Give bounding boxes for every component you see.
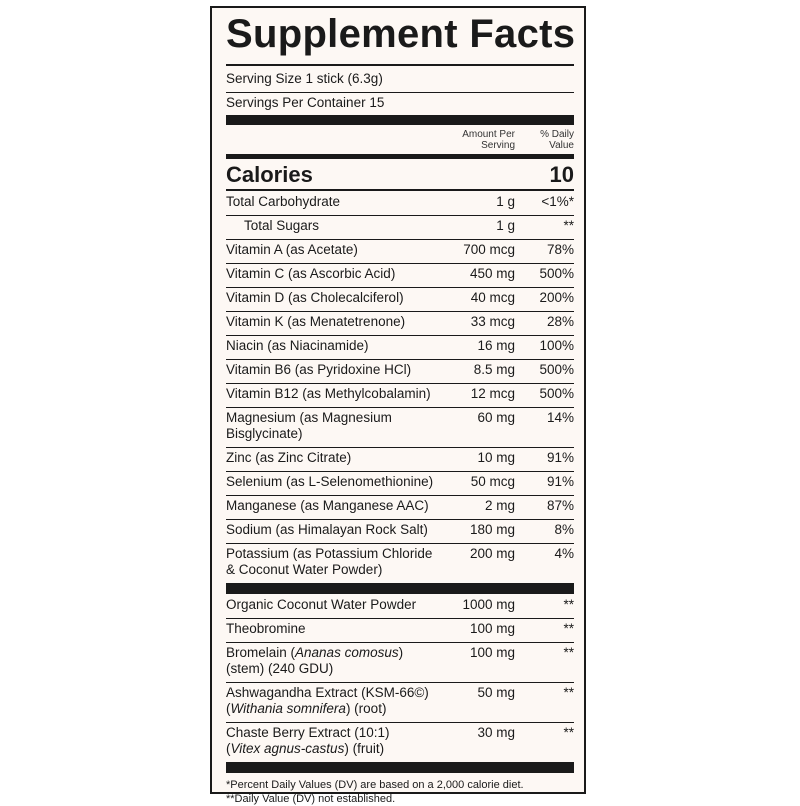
- row-amount: 60 mg: [477, 410, 515, 425]
- row-name: Vitamin C (as Ascorbic Acid): [226, 266, 396, 281]
- row-amount: 1 g: [496, 218, 515, 233]
- row-name: Sodium (as Himalayan Rock Salt): [226, 522, 428, 537]
- thick-divider: [226, 584, 574, 594]
- header-line: % Daily: [540, 129, 574, 140]
- row-amount: 50 mg: [477, 685, 515, 700]
- row-divider: [226, 495, 574, 496]
- row-daily-value: **: [563, 218, 574, 233]
- medium-divider: [226, 154, 574, 159]
- row-daily-value: 500%: [539, 362, 574, 377]
- row-name: Manganese (as Manganese AAC): [226, 498, 429, 513]
- row-daily-value: **: [563, 725, 574, 740]
- row-daily-value: **: [563, 597, 574, 612]
- row-amount: 33 mcg: [470, 314, 515, 329]
- row-amount: 700 mcg: [463, 242, 515, 257]
- row-name: Total Sugars: [244, 218, 320, 233]
- row-divider: [226, 618, 574, 619]
- row-divider: [226, 287, 574, 288]
- row-daily-value: <1%*: [541, 194, 574, 209]
- row-name: Vitamin A (as Acetate): [226, 242, 358, 257]
- row-divider: [226, 263, 574, 264]
- serving-size: Serving Size 1 stick (6.3g): [226, 71, 383, 86]
- row-amount: 100 mg: [469, 645, 515, 660]
- row-daily-value: 91%: [546, 474, 574, 489]
- row-divider: [226, 519, 574, 520]
- row-amount: 10 mg: [477, 450, 515, 465]
- row-name: Potassium (as Potassium Chloride: [226, 546, 433, 561]
- row-daily-value: 500%: [539, 386, 574, 401]
- row-daily-value: 78%: [546, 242, 574, 257]
- row-daily-value: 100%: [539, 338, 574, 353]
- row-divider: [226, 722, 574, 723]
- row-name: Vitamin D (as Cholecalciferol): [226, 290, 404, 305]
- header-line: Serving: [481, 140, 515, 151]
- row-divider: [226, 335, 574, 336]
- supplement-facts-panel: [210, 6, 586, 805]
- row-divider: [226, 543, 574, 544]
- row-divider: [226, 359, 574, 360]
- row-name: Vitamin B6 (as Pyridoxine HCl): [226, 362, 412, 377]
- row-divider: [226, 642, 574, 643]
- row-daily-value: 8%: [554, 522, 574, 537]
- row-amount: 50 mcg: [470, 474, 515, 489]
- row-amount: 1 g: [496, 194, 515, 209]
- row-daily-value: **: [563, 685, 574, 700]
- row-daily-value: 4%: [554, 546, 574, 561]
- row-name: Bromelain (Ananas comosus): [226, 645, 404, 660]
- row-amount: 40 mcg: [470, 290, 515, 305]
- row-name: Niacin (as Niacinamide): [226, 338, 369, 353]
- row-divider: [226, 447, 574, 448]
- amount-per-serving-header: [462, 129, 515, 151]
- row-divider: [226, 682, 574, 683]
- row-name: (Withania somnifera) (root): [226, 701, 387, 716]
- row-divider: [226, 471, 574, 472]
- row-divider: [226, 407, 574, 408]
- row-amount: 100 mg: [469, 621, 515, 636]
- row-daily-value: 14%: [546, 410, 574, 425]
- row-name: Vitamin B12 (as Methylcobalamin): [226, 386, 431, 401]
- row-amount: 12 mcg: [470, 386, 515, 401]
- row-name: Organic Coconut Water Powder: [226, 597, 417, 612]
- calories-value: 10: [549, 162, 574, 187]
- row-amount: 200 mg: [469, 546, 515, 561]
- row-name: (Vitex agnus-castus) (fruit): [226, 741, 385, 756]
- row-daily-value: **: [563, 645, 574, 660]
- row-divider: [226, 215, 574, 216]
- row-divider: [226, 311, 574, 312]
- row-daily-value: 200%: [539, 290, 574, 305]
- row-name: Vitamin K (as Menatetrenone): [226, 314, 406, 329]
- row-name: Theobromine: [226, 621, 306, 636]
- row-name: Magnesium (as Magnesium: [226, 410, 392, 425]
- row-amount: 450 mg: [469, 266, 515, 281]
- row-amount: 180 mg: [469, 522, 515, 537]
- row-amount: 8.5 mg: [473, 362, 515, 377]
- row-divider: [226, 239, 574, 240]
- header-line: Amount Per: [462, 129, 515, 140]
- servings-per-container: Servings Per Container 15: [226, 95, 385, 110]
- daily-value-header: [540, 129, 574, 151]
- row-name: Chaste Berry Extract (10:1): [226, 725, 390, 740]
- row-daily-value: 28%: [546, 314, 574, 329]
- row-daily-value: 87%: [546, 498, 574, 513]
- calories-label: Calories: [226, 162, 313, 187]
- row-name: Zinc (as Zinc Citrate): [226, 450, 352, 465]
- row-daily-value: **: [563, 621, 574, 636]
- divider: [226, 189, 574, 191]
- row-name: Selenium (as L-Selenomethionine): [226, 474, 434, 489]
- row-name: Ashwagandha Extract (KSM-66©): [226, 685, 429, 700]
- row-amount: 2 mg: [484, 498, 515, 513]
- header-line: Value: [549, 140, 574, 151]
- row-daily-value: 91%: [546, 450, 574, 465]
- row-name: (stem) (240 GDU): [226, 661, 334, 676]
- row-divider: [226, 383, 574, 384]
- row-amount: 16 mg: [477, 338, 515, 353]
- divider: [226, 64, 574, 66]
- footnote: *Percent Daily Values (DV) are based on a 2,000 calorie diet.: [226, 779, 524, 791]
- panel-content: [226, 8, 576, 805]
- row-name: Bisglycinate): [226, 426, 303, 441]
- panel-title: Supplement Facts: [226, 12, 576, 56]
- thick-divider: [226, 763, 574, 773]
- row-daily-value: 500%: [539, 266, 574, 281]
- row-name: Total Carbohydrate: [226, 194, 341, 209]
- row-name: & Coconut Water Powder): [226, 562, 383, 577]
- row-amount: 1000 mg: [462, 597, 515, 612]
- thick-divider: [226, 115, 574, 125]
- footnote: **Daily Value (DV) not established.: [226, 793, 396, 805]
- divider: [226, 92, 574, 93]
- row-amount: 30 mg: [477, 725, 515, 740]
